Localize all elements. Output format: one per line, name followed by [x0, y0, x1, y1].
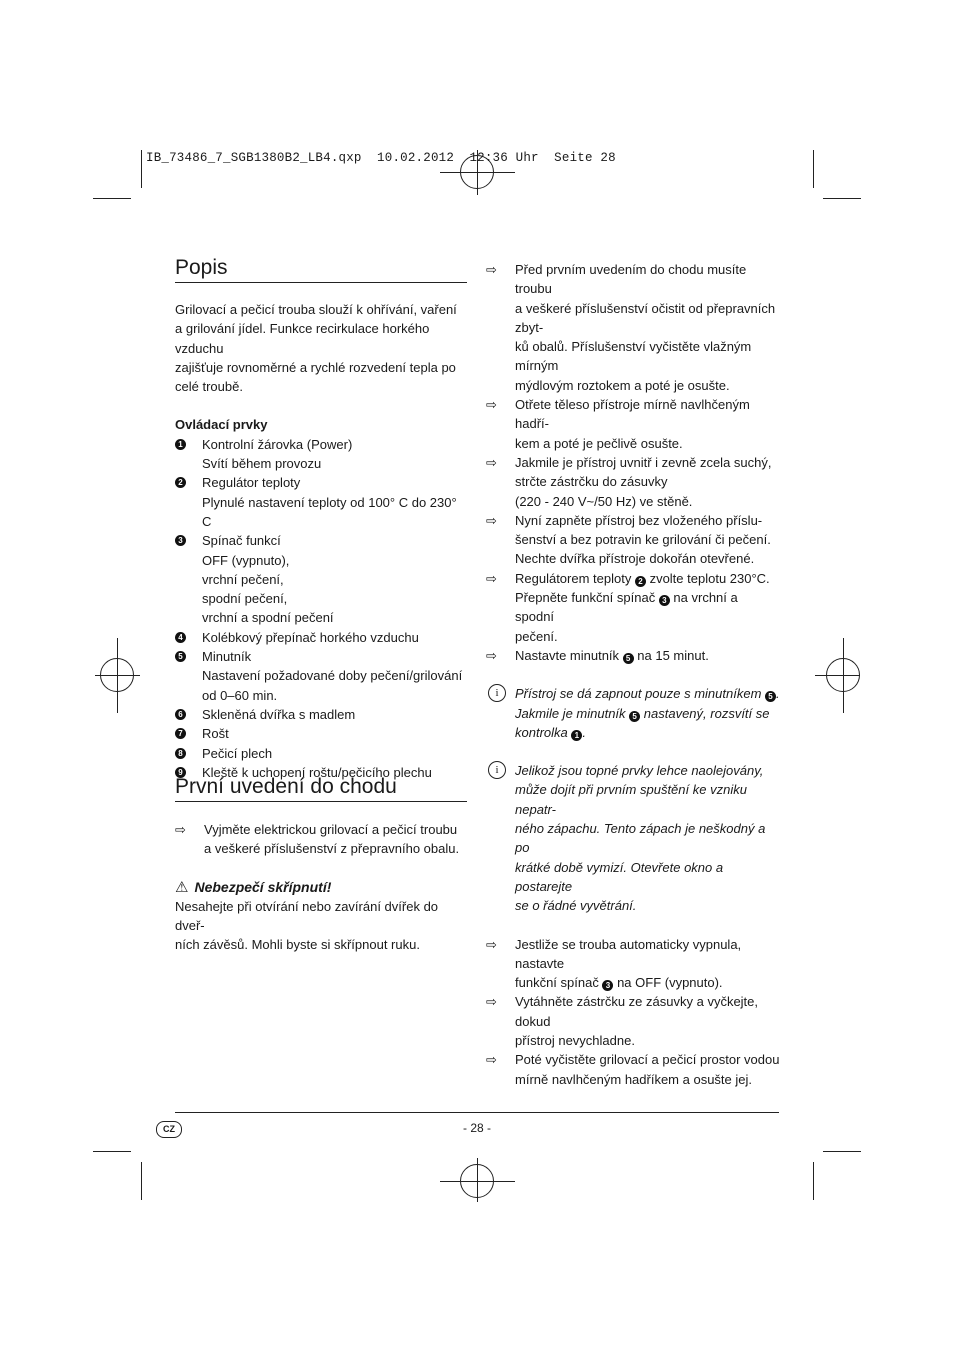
number-badge: 7: [175, 728, 186, 739]
list-item: 2 Regulátor teploty Plynulé nastavení teploty od 100° C do 230° C: [175, 473, 467, 531]
info-note: i Přístroj se dá zapnout pouze s minutníkem 5 . Jakmile je minutník 5 nastavený, rozsvítí se kontrolka 1 .: [486, 684, 780, 742]
list-item: 3 Spínač funkcí OFF (vypnuto), vrchní pečení, spodní pečení, vrchní a spodní pečení: [175, 531, 467, 627]
number-badge: 6: [175, 709, 186, 720]
instruction-step: ⇨ Před prvním uvedením do chodu musíte troubu a veškeré příslušenství očistit od přepravních zbyt- ků obalů. Příslušenství vyčistěte vlažným mírným mýdlovým roztokem a poté je osušte.: [486, 262, 776, 393]
page-number: - 28 -: [462, 1121, 491, 1135]
crop-mark: [823, 1151, 861, 1152]
number-badge: 1: [175, 439, 186, 450]
arrow-right-icon: ⇨: [486, 647, 497, 663]
left-column: [175, 255, 467, 782]
crop-mark: [813, 150, 814, 188]
number-badge: 2: [635, 576, 646, 587]
number-badge: 2: [175, 477, 186, 488]
number-badge: 9: [175, 767, 186, 778]
list-item: 9 Kleště k uchopení roštu/pečicího plechu: [175, 763, 467, 782]
first-use-section: [175, 774, 467, 955]
arrow-right-icon: ⇨: [486, 454, 497, 470]
warning-text: Nesahejte při otvírání nebo zavírání dvířek do dveř-: [175, 898, 439, 934]
instruction-step: ⇨ Vytáhněte zástrčku ze zásuvky a vyčkejte, dokud přístroj nevychladne.: [486, 994, 759, 1048]
list-item: 1 Kontrolní žárovka (Power) Svítí během provozu: [175, 435, 467, 474]
instruction-step: ⇨ Regulátorem teploty 2 zvolte teplotu 230°C. Přepněte funkční spínač 3 na vrchní a spodní pečení.: [486, 570, 770, 644]
number-badge: 1: [571, 730, 582, 741]
title-rule: [175, 801, 467, 802]
language-badge: CZ: [156, 1121, 182, 1138]
info-icon: i: [488, 761, 506, 779]
arrow-right-icon: ⇨: [486, 397, 497, 413]
arrow-right-icon: ⇨: [486, 512, 497, 528]
controls-heading: Ovládací prvky: [175, 417, 268, 433]
instruction-step: ⇨ Nastavte minutník 5 na 15 minut.: [486, 646, 780, 665]
registration-mark-line: [440, 172, 515, 173]
number-badge: 4: [175, 632, 186, 643]
arrow-right-icon: ⇨: [486, 570, 497, 586]
instruction-step: ⇨ Jestliže se trouba automaticky vypnula, nastavte funkční spínač 3 na OFF (vypnuto).: [486, 936, 742, 991]
warning-triangle-icon: ⚠: [175, 878, 189, 896]
info-icon: i: [488, 684, 506, 702]
crop-mark: [141, 150, 142, 188]
registration-mark-line: [95, 675, 140, 676]
intro-paragraph: Grilovací a pečicí trouba slouží k ohřívání, vaření a grilování jídel. Funkce recirkulace horkého vzduchu zajišťuje rovnoměrné a rychlé rozvedení tepla po celé troubě.: [175, 302, 457, 395]
arrow-right-icon: ⇨: [486, 936, 497, 952]
warning-text: ních závěsů. Mohli byste si skřípnout ruku.: [175, 937, 420, 953]
list-item: 8 Pečicí plech: [175, 744, 467, 763]
number-badge: 8: [175, 748, 186, 759]
number-badge: 5: [765, 691, 776, 702]
arrow-right-icon: ⇨: [486, 1052, 497, 1068]
title-rule: [175, 282, 467, 283]
instruction-step: ⇨ Jakmile je přístroj uvnitř i zevně zcela suchý, strčte zástrčku do zásuvky (220 - 240 V~/50 Hz) ve stěně.: [486, 454, 772, 509]
list-item: 6 Skleněná dvířka s madlem: [175, 705, 467, 724]
print-slug: IB_73486_7_SGB1380B2_LB4.qxp 10.02.2012 12:36 Uhr Seite 28: [146, 151, 616, 165]
number-badge: 3: [602, 980, 613, 991]
crop-mark: [93, 1151, 131, 1152]
arrow-right-icon: ⇨: [486, 262, 497, 277]
arrow-right-icon: ⇨: [175, 822, 186, 837]
info-note: i Jelikož jsou topné prvky lehce naolejovány, může dojít při prvním spuštění ke vzniku nepatr- ného zápachu. Tento zápach je neškodný a po krátké době vymizí. Otevřete okno a postarejte se o řádné vyvětrání.: [486, 761, 780, 915]
instruction-step: ⇨ Otřete těleso přístroje mírně navlhčeným hadří- kem a poté je pečlivě osušte.: [486, 397, 750, 451]
instruction-step: ⇨ Nyní zapněte přístroj bez vloženého příslu- šenství a bez potravin ke grilování či pečení. Nechte dvířka přístroje dokořán otevřené.: [486, 512, 771, 567]
registration-mark-line: [477, 1158, 478, 1202]
list-item: 5 Minutník Nastavení požadované doby pečení/grilování od 0–60 min.: [175, 647, 467, 705]
crop-mark: [813, 1162, 814, 1200]
warning-heading: ⚠ Nebezpečí skřípnutí!: [175, 878, 332, 896]
instruction-step: ⇨ Poté vyčistěte grilovací a pečicí prostor vodou mírně navlhčeným hadříkem a osušte jej.: [486, 1052, 780, 1087]
right-column: [486, 260, 780, 1089]
crop-mark: [141, 1162, 142, 1200]
section-title-popis: Popis: [175, 256, 228, 279]
arrow-right-icon: ⇨: [486, 994, 497, 1010]
registration-mark-line: [815, 675, 860, 676]
crop-mark: [823, 198, 861, 199]
instruction-step: ⇨ Vyjměte elektrickou grilovací a pečicí troubu a veškeré příslušenství z přepravního obalu.: [175, 822, 460, 857]
number-badge: 5: [175, 651, 186, 662]
number-badge: 3: [175, 535, 186, 546]
number-badge: 5: [629, 711, 640, 722]
list-item: 4 Kolébkový přepínač horkého vzduchu: [175, 628, 467, 647]
section-title-first-use: První uvedení do chodu: [175, 775, 397, 798]
crop-mark: [93, 198, 131, 199]
registration-mark-line: [440, 1181, 515, 1182]
list-item: 7 Rošt: [175, 724, 467, 743]
footer-rule: [175, 1112, 779, 1113]
number-badge: 3: [659, 595, 670, 606]
number-badge: 5: [623, 653, 634, 664]
